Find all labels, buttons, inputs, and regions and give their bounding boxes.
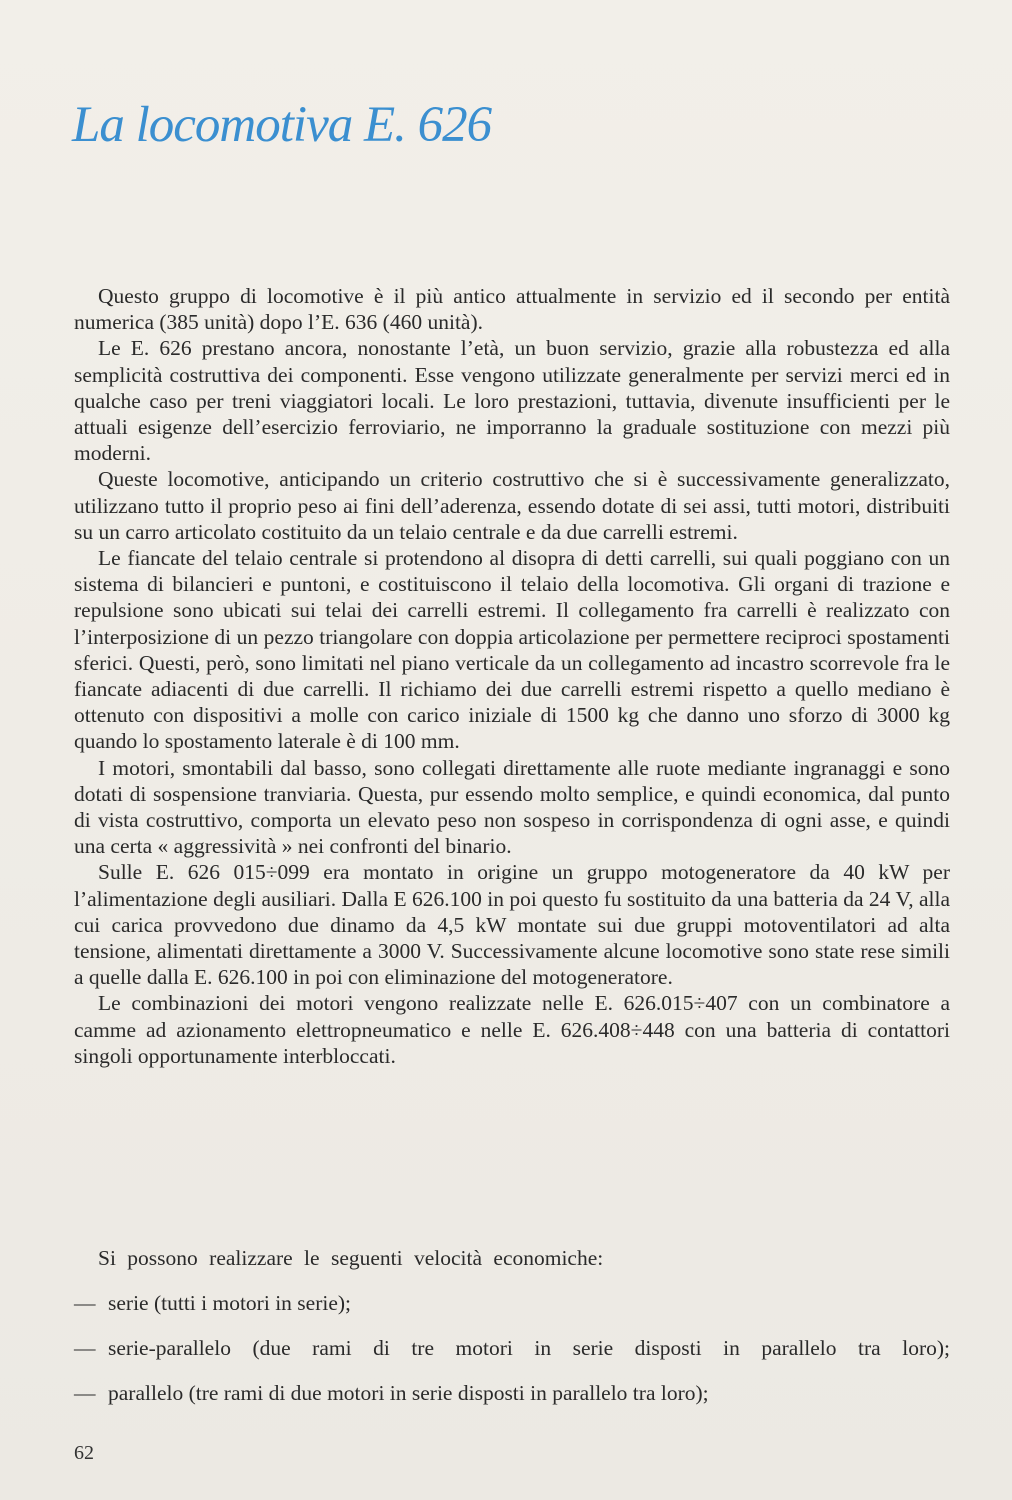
list-item-text: parallelo (tre rami di due motori in serie disposti in parallelo tra loro); [108, 1381, 709, 1405]
speeds-section [74, 1245, 950, 1406]
list-dash: — [74, 1381, 96, 1405]
paragraph-axles: Queste locomotive, anticipando un criterio costruttivo che si è successivamente generalizzato, utilizzano tutto il proprio peso ai fini dell’aderenza, essendo dotate di sei assi, tutti motori, distribuiti su un carro articolato costituito da un telaio centrale e da due carrelli estremi. [74, 467, 950, 544]
list-dash: — [74, 1291, 96, 1315]
list-item-text: serie-parallelo (due rami di tre motori in serie disposti in parallelo tra loro); [108, 1336, 950, 1360]
list-item [74, 1380, 950, 1406]
speeds-intro: Si possono realizzare le seguenti velocità economiche: [98, 1246, 604, 1270]
speeds-list [74, 1290, 950, 1406]
paragraph-auxiliaries: Sulle E. 626 015÷099 era montato in origine un gruppo motogeneratore da 40 kW per l’alimentazione degli ausiliari. Dalla E 626.100 in poi questo fu sostituito da una batteria da 24 V, alla cui carica provvedono due dinamo da 4,5 kW montate sui due gruppi motoventilatori ad alta tensione, alimentati direttamente a 3000 V. Successivamente alcune locomotive sono state rese simili a quelle dalla E. 626.100 in poi con eliminazione del motogeneratore. [74, 860, 950, 990]
page-title: La locomotiva E. 626 [72, 97, 492, 153]
list-item [74, 1335, 950, 1361]
paragraph-service: Le E. 626 prestano ancora, nonostante l’età, un buon servizio, grazie alla robustezza ed alla semplicità costruttiva dei componenti. Esse vengono utilizzate generalmente per servizi merci ed in qualche caso per treni viaggiatori locali. Le loro prestazioni, tuttavia, divenute insufficienti per le attuali esigenze dell’esercizio ferroviario, ne imporranno la graduale sostituzione con mezzi più moderni. [74, 336, 950, 466]
paragraph-frame: Le fiancate del telaio centrale si protendono al disopra di detti carrelli, sui quali poggiano con un sistema di bilancieri e puntoni, e costituiscono il telaio della locomotiva. Gli organi di trazione e repulsione sono ubicati sui telai dei carrelli estremi. Il collegamento fra carrelli è realizzato con l’interposizione di un pezzo triangolare con doppia articolazione per permettere reciproci spostamenti sferici. Questi, però, sono limitati nel piano verticale da un collegamento ad incastro scorrevole fra le fiancate adiacenti di due carrelli. Il richiamo dei due carrelli estremi rispetto a quello mediano è ottenuto con dispositivi a molle con carico iniziale di 1500 kg che danno uno sforzo di 3000 kg quando lo spostamento laterale è di 100 mm. [74, 546, 950, 754]
paragraph-intro: Questo gruppo di locomotive è il più antico attualmente in servizio ed il secondo per entità numerica (385 unità) dopo l’E. 636 (460 unità). [74, 284, 950, 335]
paragraph-motors: I motori, smontabili dal basso, sono collegati direttamente alle ruote mediante ingranaggi e sono dotati di sospensione tranviaria. Questa, pur essendo molto semplice, e quindi economica, dal punto di vista costruttivo, comporta un elevato peso non sospeso in corrispondenza di ogni asse, e quindi una certa « aggressività » nei confronti del binario. [74, 755, 950, 859]
page-number: 62 [74, 1442, 94, 1464]
list-item-text: serie (tutti i motori in serie); [108, 1291, 352, 1315]
paragraph-combinations: Le combinazioni dei motori vengono realizzate nelle E. 626.015÷407 con un combinatore a camme ad azionamento elettropneumatico e nelle E. 626.408÷448 con una batteria di contattori singoli opportunamente interbloccati. [74, 991, 950, 1068]
list-item [74, 1290, 950, 1316]
list-dash: — [74, 1336, 96, 1360]
body-text [74, 283, 950, 1069]
